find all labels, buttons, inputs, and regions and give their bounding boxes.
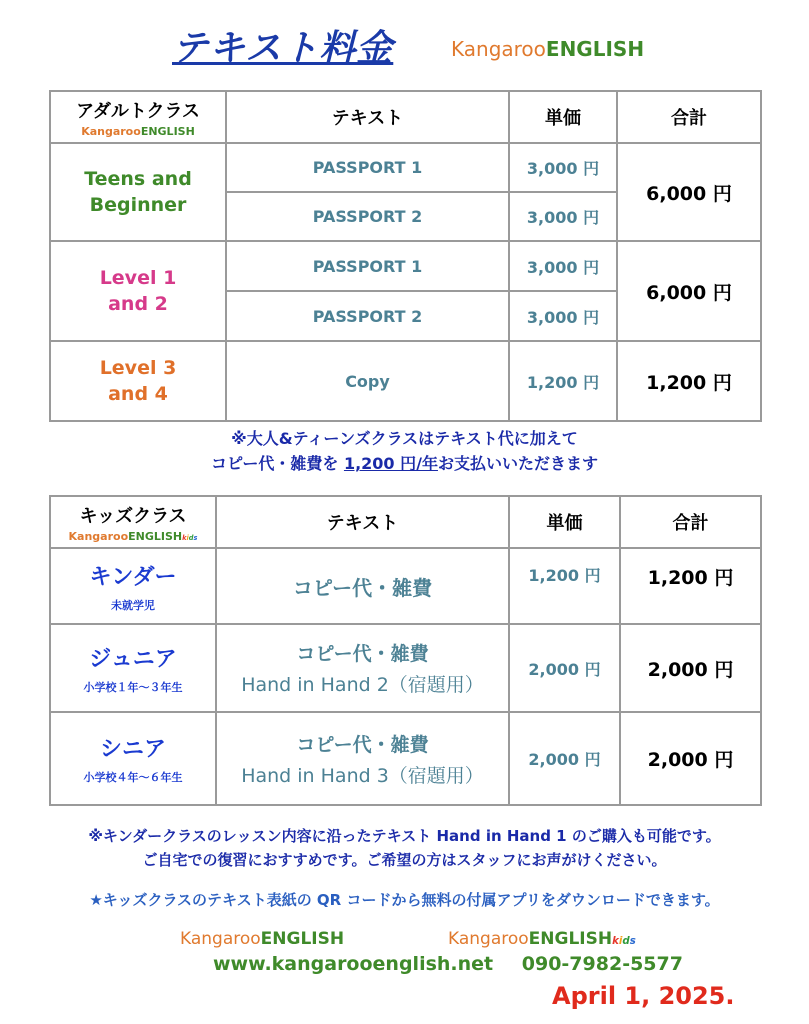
kids-row-kinder-name xyxy=(51,549,217,625)
kids-row-junior-text xyxy=(217,625,510,713)
kids-letter: i xyxy=(186,533,189,542)
brand-kangaroo: Kangaroo xyxy=(448,929,529,949)
adult-note-line2 xyxy=(0,451,809,474)
group-level-3-4 xyxy=(51,342,227,420)
row-total: 2,000 円 xyxy=(621,625,760,713)
kids-header-total: 合計 xyxy=(621,497,760,549)
group-name-line2: Beginner xyxy=(89,194,187,216)
kids-letter: k xyxy=(612,936,619,947)
text-line2: Hand in Hand 3（宿題用） xyxy=(241,764,484,787)
text-line1: コピー代・雑費 xyxy=(292,575,433,600)
kids-row-kinder-text xyxy=(217,549,510,625)
kids-price-table xyxy=(49,495,762,806)
text-item: Copy xyxy=(227,342,510,420)
group-teens-beginner xyxy=(51,144,227,242)
group-total: 6,000 円 xyxy=(618,144,760,242)
kids-class-name: ジュニア xyxy=(89,646,177,672)
kids-brand-logo xyxy=(69,530,198,543)
kids-header-text: テキスト xyxy=(217,497,510,549)
unit-price: 3,000 円 xyxy=(510,193,618,242)
kids-letter: s xyxy=(629,936,636,947)
kids-note-line2: ご自宅での復習におすすめです。ご希望の方はスタッフにお声がけください。 xyxy=(142,851,667,869)
adult-note-prefix: コピー代・雑費を xyxy=(211,454,344,473)
kids-row-senior-text xyxy=(217,713,510,804)
kids-letter: s xyxy=(193,533,198,542)
adult-price-table xyxy=(49,90,762,422)
adult-header-class xyxy=(51,92,227,144)
unit-price: 1,200 円 xyxy=(510,342,618,420)
adult-brand-logo xyxy=(81,125,195,138)
adult-class-label: アダルトクラス xyxy=(76,100,200,122)
kids-note-line1: ※キンダークラスのレッスン内容に沿ったテキスト Hand in Hand 1 のご購入も可能です。 xyxy=(88,827,721,845)
group-total: 6,000 円 xyxy=(618,242,760,342)
brand-kangaroo: Kangaroo xyxy=(451,37,546,61)
group-name-line1: Level 3 xyxy=(99,357,177,379)
kids-class-name: シニア xyxy=(99,737,166,762)
brand-logo xyxy=(451,37,644,61)
brand-english: ENGLISH xyxy=(128,529,183,543)
row-total: 1,200 円 xyxy=(621,549,760,625)
kids-letter: k xyxy=(182,533,187,542)
unit-price: 3,000 円 xyxy=(510,242,618,292)
group-total: 1,200 円 xyxy=(646,371,732,394)
unit-price: 2,000 円 xyxy=(510,713,621,804)
group-name-line2: and 4 xyxy=(108,383,168,405)
kids-class-age: 小学校４年～６年生 xyxy=(83,771,183,784)
brand-english: ENGLISH xyxy=(528,929,613,949)
group-level-1-2 xyxy=(51,242,227,342)
text-line1: コピー代・雑費 xyxy=(296,733,429,756)
footer-brand-kids xyxy=(448,929,636,949)
group-name-line1: Teens and xyxy=(84,168,192,190)
brand-english: ENGLISH xyxy=(545,37,645,61)
phone-number[interactable]: 090-7982-5577 xyxy=(521,953,683,975)
effective-date: April 1, 2025. xyxy=(552,982,735,1010)
brand-kangaroo: Kangaroo xyxy=(180,929,261,949)
footer-brand-adult xyxy=(180,929,344,949)
kids-class-age: 未就学児 xyxy=(111,598,155,612)
kids-header-unit-price: 単価 xyxy=(510,497,621,549)
unit-price: 3,000 円 xyxy=(510,144,618,193)
page-title: テキスト料金 xyxy=(172,28,394,69)
adult-note-line1: ※大人&ティーンズクラスはテキスト代に加えて xyxy=(231,429,578,448)
row-total: 2,000 円 xyxy=(647,749,734,771)
kids-letter: d xyxy=(622,936,630,947)
adult-header-total: 合計 xyxy=(618,92,760,144)
unit-price: 3,000 円 xyxy=(510,292,618,342)
kids-class-label: キッズクラス xyxy=(79,505,187,527)
kids-class-age: 小学校１年～３年生 xyxy=(83,680,183,694)
website-link[interactable]: www.kangarooenglish.net xyxy=(213,953,494,975)
text-item: PASSPORT 1 xyxy=(227,242,510,292)
text-item: PASSPORT 1 xyxy=(227,144,510,193)
text-line1: コピー代・雑費 xyxy=(296,643,429,665)
kids-row-junior-name xyxy=(51,625,217,713)
adult-note-suffix: お支払いいただきます xyxy=(437,454,598,473)
kids-letter: i xyxy=(618,936,623,947)
brand-kids xyxy=(182,534,197,542)
unit-price: 2,000 円 xyxy=(510,625,621,713)
kids-letter: d xyxy=(188,533,194,542)
brand-kangaroo: Kangaroo xyxy=(68,529,129,543)
brand-kids xyxy=(612,936,636,947)
kids-row-senior-name xyxy=(51,713,217,804)
brand-english: ENGLISH xyxy=(260,929,345,949)
kids-note-line3: ★キッズクラスのテキスト表紙の QR コードから無料の付属アプリをダウンロードできます。 xyxy=(89,891,720,909)
text-item: PASSPORT 2 xyxy=(227,193,510,242)
brand-kangaroo: Kangaroo xyxy=(81,124,141,138)
adult-note-amount: 1,200 円/年 xyxy=(343,454,438,473)
footer-contact xyxy=(213,953,683,975)
text-line2: Hand in Hand 2（宿題用） xyxy=(241,674,484,696)
group-name-line1: Level 1 xyxy=(99,267,177,289)
group-name-line2: and 2 xyxy=(108,293,168,315)
kids-class-name: キンダー xyxy=(89,564,177,590)
unit-price: 1,200 円 xyxy=(510,549,621,625)
kids-header-class xyxy=(51,497,217,549)
adult-header-text: テキスト xyxy=(227,92,510,144)
text-item: PASSPORT 2 xyxy=(227,292,510,342)
brand-english: ENGLISH xyxy=(140,124,195,138)
adult-header-unit-price: 単価 xyxy=(510,92,618,144)
